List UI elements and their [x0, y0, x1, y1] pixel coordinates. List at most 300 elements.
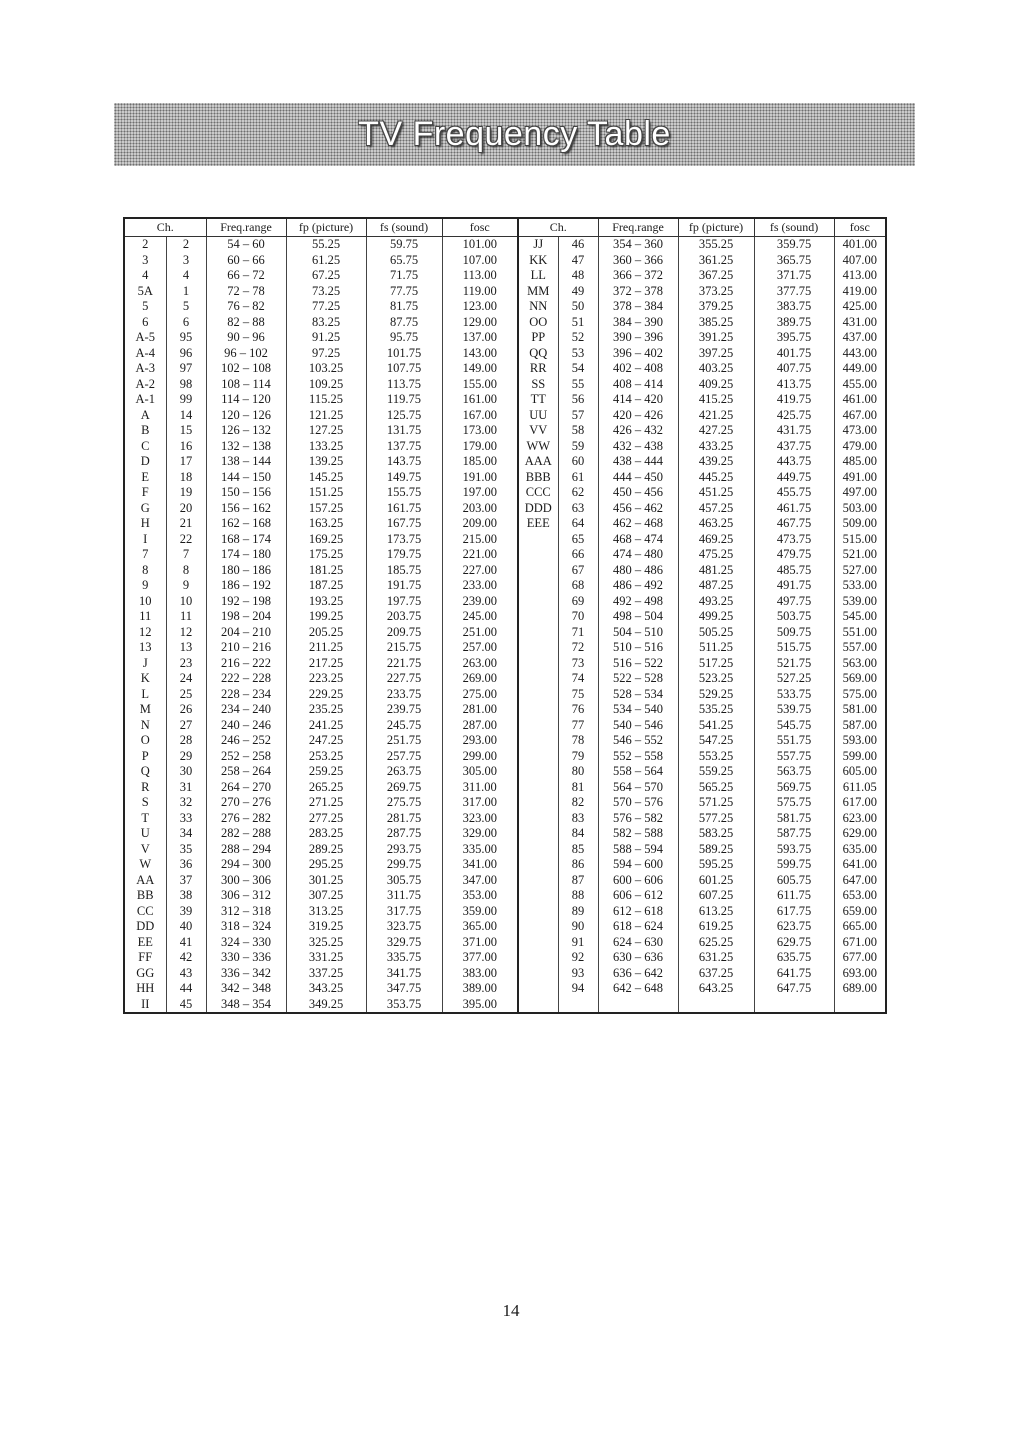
cell-fp-picture-left: 193.25 — [286, 594, 366, 610]
cell-fosc-left: 341.00 — [442, 857, 518, 873]
cell-ch-num-right: 82 — [558, 795, 598, 811]
cell-fp-picture-left: 271.25 — [286, 795, 366, 811]
cell-fs-sound-right: 569.75 — [754, 780, 834, 796]
cell-fp-picture-right: 379.25 — [678, 299, 754, 315]
cell-fosc-left: 215.00 — [442, 532, 518, 548]
cell-fosc-left: 239.00 — [442, 594, 518, 610]
header-fosc-right: fosc — [834, 218, 886, 237]
cell-fosc-right: 461.00 — [834, 392, 886, 408]
cell-fs-sound-right: 647.75 — [754, 981, 834, 997]
cell-fp-picture-right: 385.25 — [678, 315, 754, 331]
cell-fs-sound-right: 629.75 — [754, 935, 834, 951]
cell-fosc-right: 479.00 — [834, 439, 886, 455]
cell-ch-left: F — [124, 485, 166, 501]
cell-fp-picture-left: 83.25 — [286, 315, 366, 331]
cell-fp-picture-right: 355.25 — [678, 237, 754, 253]
cell-ch-left: 13 — [124, 640, 166, 656]
cell-fs-sound-left: 275.75 — [366, 795, 442, 811]
cell-freq-range-right: 576 – 582 — [598, 811, 678, 827]
cell-fp-picture-left: 163.25 — [286, 516, 366, 532]
cell-freq-range-right: 396 – 402 — [598, 346, 678, 362]
cell-freq-range-right: 504 – 510 — [598, 625, 678, 641]
cell-fs-sound-left: 263.75 — [366, 764, 442, 780]
cell-fs-sound-left: 71.75 — [366, 268, 442, 284]
cell-fs-sound-right: 641.75 — [754, 966, 834, 982]
cell-fp-picture-right: 523.25 — [678, 671, 754, 687]
cell-ch-num-right: 81 — [558, 780, 598, 796]
cell-fosc-right: 689.00 — [834, 981, 886, 997]
cell-ch-left: B — [124, 423, 166, 439]
cell-ch-right — [518, 904, 558, 920]
cell-freq-range-left: 76 – 82 — [206, 299, 286, 315]
cell-fosc-right: 515.00 — [834, 532, 886, 548]
cell-ch-num-right: 48 — [558, 268, 598, 284]
cell-ch-num-right: 89 — [558, 904, 598, 920]
cell-fosc-right: 671.00 — [834, 935, 886, 951]
cell-fp-picture-right: 541.25 — [678, 718, 754, 734]
cell-fp-picture-left: 77.25 — [286, 299, 366, 315]
cell-fosc-right: 693.00 — [834, 966, 886, 982]
cell-fosc-left: 353.00 — [442, 888, 518, 904]
cell-freq-range-left: 138 – 144 — [206, 454, 286, 470]
cell-fosc-left: 221.00 — [442, 547, 518, 563]
cell-fp-picture-right: 433.25 — [678, 439, 754, 455]
cell-fp-picture-left: 331.25 — [286, 950, 366, 966]
cell-fp-picture-right: 511.25 — [678, 640, 754, 656]
cell-fosc-right: 635.00 — [834, 842, 886, 858]
cell-fosc-left: 317.00 — [442, 795, 518, 811]
cell-freq-range-left: 102 – 108 — [206, 361, 286, 377]
header-ch-right: Ch. — [518, 218, 598, 237]
filler-cell — [754, 1012, 834, 1013]
cell-fp-picture-left: 61.25 — [286, 253, 366, 269]
table-row — [124, 408, 886, 424]
cell-fosc-left: 323.00 — [442, 811, 518, 827]
cell-freq-range-left: 240 – 246 — [206, 718, 286, 734]
cell-freq-range-left: 222 – 228 — [206, 671, 286, 687]
table-row — [124, 268, 886, 284]
cell-fs-sound-left: 137.75 — [366, 439, 442, 455]
filler-cell — [286, 1012, 366, 1013]
cell-ch-right — [518, 780, 558, 796]
cell-fs-sound-right: 581.75 — [754, 811, 834, 827]
cell-fp-picture-left: 253.25 — [286, 749, 366, 765]
cell-fs-sound-left: 323.75 — [366, 919, 442, 935]
cell-ch-num-right: 74 — [558, 671, 598, 687]
cell-fp-picture-left: 97.25 — [286, 346, 366, 362]
cell-fp-picture-right: 517.25 — [678, 656, 754, 672]
table-row — [124, 702, 886, 718]
cell-ch-num-right — [558, 997, 598, 1013]
cell-fs-sound-right: 377.75 — [754, 284, 834, 300]
cell-fp-picture-right: 643.25 — [678, 981, 754, 997]
cell-ch-left: BB — [124, 888, 166, 904]
cell-freq-range-left: 276 – 282 — [206, 811, 286, 827]
cell-ch-num-right: 57 — [558, 408, 598, 424]
cell-freq-range-left: 96 – 102 — [206, 346, 286, 362]
cell-ch-num-left: 5 — [166, 299, 206, 315]
cell-ch-right: OO — [518, 315, 558, 331]
cell-ch-right — [518, 702, 558, 718]
cell-freq-range-left: 180 – 186 — [206, 563, 286, 579]
cell-ch-num-left: 16 — [166, 439, 206, 455]
cell-freq-range-left: 90 – 96 — [206, 330, 286, 346]
table-row — [124, 826, 886, 842]
cell-fosc-left: 227.00 — [442, 563, 518, 579]
cell-freq-range-right: 420 – 426 — [598, 408, 678, 424]
cell-ch-right — [518, 966, 558, 982]
cell-ch-left: G — [124, 501, 166, 517]
cell-fs-sound-left: 81.75 — [366, 299, 442, 315]
table-row — [124, 563, 886, 579]
cell-ch-num-right: 84 — [558, 826, 598, 842]
cell-freq-range-left: 306 – 312 — [206, 888, 286, 904]
cell-fs-sound-left: 155.75 — [366, 485, 442, 501]
cell-fosc-right: 485.00 — [834, 454, 886, 470]
cell-fs-sound-right: 635.75 — [754, 950, 834, 966]
cell-fosc-right: 593.00 — [834, 733, 886, 749]
cell-fs-sound-right: 557.75 — [754, 749, 834, 765]
page-title: TV Frequency Table — [358, 115, 671, 153]
cell-fs-sound-left: 161.75 — [366, 501, 442, 517]
cell-fosc-left: 389.00 — [442, 981, 518, 997]
cell-fosc-left: 359.00 — [442, 904, 518, 920]
cell-fs-sound-right: 491.75 — [754, 578, 834, 594]
cell-ch-num-left: 13 — [166, 640, 206, 656]
cell-ch-left: J — [124, 656, 166, 672]
cell-fs-sound-right: 623.75 — [754, 919, 834, 935]
cell-freq-range-right: 606 – 612 — [598, 888, 678, 904]
cell-freq-range-left: 168 – 174 — [206, 532, 286, 548]
cell-freq-range-right: 594 – 600 — [598, 857, 678, 873]
table-row — [124, 377, 886, 393]
cell-ch-num-left: 25 — [166, 687, 206, 703]
cell-fp-picture-left: 241.25 — [286, 718, 366, 734]
cell-ch-right — [518, 609, 558, 625]
cell-ch-num-left: 42 — [166, 950, 206, 966]
cell-ch-num-right: 92 — [558, 950, 598, 966]
cell-ch-left: A-5 — [124, 330, 166, 346]
cell-ch-right — [518, 950, 558, 966]
cell-freq-range-left: 82 – 88 — [206, 315, 286, 331]
cell-fosc-left: 137.00 — [442, 330, 518, 346]
header-fs-sound-left: fs (sound) — [366, 218, 442, 237]
cell-ch-right: SS — [518, 377, 558, 393]
cell-ch-num-right: 94 — [558, 981, 598, 997]
cell-ch-num-left: 2 — [166, 237, 206, 253]
cell-fosc-left: 123.00 — [442, 299, 518, 315]
cell-fp-picture-left: 337.25 — [286, 966, 366, 982]
cell-fosc-right: 509.00 — [834, 516, 886, 532]
cell-fs-sound-right: 503.75 — [754, 609, 834, 625]
cell-fs-sound-right: 617.75 — [754, 904, 834, 920]
cell-fs-sound-left: 347.75 — [366, 981, 442, 997]
cell-fp-picture-left: 151.25 — [286, 485, 366, 501]
cell-fp-picture-right: 589.25 — [678, 842, 754, 858]
cell-freq-range-left: 150 – 156 — [206, 485, 286, 501]
cell-fosc-right: 533.00 — [834, 578, 886, 594]
cell-freq-range-right: 480 – 486 — [598, 563, 678, 579]
cell-ch-right — [518, 873, 558, 889]
cell-freq-range-right: 534 – 540 — [598, 702, 678, 718]
cell-ch-num-right: 61 — [558, 470, 598, 486]
cell-fosc-right: 527.00 — [834, 563, 886, 579]
cell-fp-picture-left: 301.25 — [286, 873, 366, 889]
cell-ch-num-left: 24 — [166, 671, 206, 687]
cell-fosc-left: 101.00 — [442, 237, 518, 253]
cell-ch-left: CC — [124, 904, 166, 920]
cell-fp-picture-left: 349.25 — [286, 997, 366, 1013]
cell-ch-num-right: 77 — [558, 718, 598, 734]
cell-fp-picture-left: 127.25 — [286, 423, 366, 439]
cell-fp-picture-left: 67.25 — [286, 268, 366, 284]
cell-fp-picture-right: 373.25 — [678, 284, 754, 300]
cell-fosc-left: 347.00 — [442, 873, 518, 889]
cell-freq-range-right: 468 – 474 — [598, 532, 678, 548]
cell-fp-picture-right: 601.25 — [678, 873, 754, 889]
cell-ch-num-right: 86 — [558, 857, 598, 873]
cell-fs-sound-right: 515.75 — [754, 640, 834, 656]
cell-ch-left: M — [124, 702, 166, 718]
cell-ch-num-right: 46 — [558, 237, 598, 253]
header-fs-sound-right: fs (sound) — [754, 218, 834, 237]
cell-fs-sound-left: 125.75 — [366, 408, 442, 424]
table-row — [124, 795, 886, 811]
cell-fosc-left: 365.00 — [442, 919, 518, 935]
cell-freq-range-right: 474 – 480 — [598, 547, 678, 563]
cell-ch-num-right: 65 — [558, 532, 598, 548]
cell-fs-sound-right: 425.75 — [754, 408, 834, 424]
cell-ch-left: FF — [124, 950, 166, 966]
cell-fosc-left: 395.00 — [442, 997, 518, 1013]
table-row — [124, 315, 886, 331]
cell-ch-num-left: 10 — [166, 594, 206, 610]
cell-ch-right — [518, 532, 558, 548]
cell-ch-num-left: 45 — [166, 997, 206, 1013]
cell-fosc-left: 245.00 — [442, 609, 518, 625]
cell-fp-picture-right: 481.25 — [678, 563, 754, 579]
cell-freq-range-left: 210 – 216 — [206, 640, 286, 656]
cell-ch-right: LL — [518, 268, 558, 284]
cell-ch-right: TT — [518, 392, 558, 408]
cell-fosc-right: 599.00 — [834, 749, 886, 765]
cell-ch-right — [518, 578, 558, 594]
cell-freq-range-left: 336 – 342 — [206, 966, 286, 982]
cell-freq-range-left: 234 – 240 — [206, 702, 286, 718]
cell-ch-num-left: 26 — [166, 702, 206, 718]
cell-ch-left: 10 — [124, 594, 166, 610]
cell-freq-range-right: 360 – 366 — [598, 253, 678, 269]
cell-fp-picture-left: 103.25 — [286, 361, 366, 377]
cell-freq-range-right: 528 – 534 — [598, 687, 678, 703]
cell-freq-range-left: 132 – 138 — [206, 439, 286, 455]
cell-fs-sound-right: 563.75 — [754, 764, 834, 780]
table-row — [124, 656, 886, 672]
cell-ch-right: EEE — [518, 516, 558, 532]
cell-fosc-right: 437.00 — [834, 330, 886, 346]
cell-fs-sound-right: 395.75 — [754, 330, 834, 346]
cell-ch-num-right: 68 — [558, 578, 598, 594]
cell-ch-num-left: 32 — [166, 795, 206, 811]
cell-fs-sound-left: 87.75 — [366, 315, 442, 331]
cell-freq-range-right: 444 – 450 — [598, 470, 678, 486]
cell-fosc-right: 581.00 — [834, 702, 886, 718]
cell-ch-num-right: 50 — [558, 299, 598, 315]
cell-fs-sound-left: 113.75 — [366, 377, 442, 393]
cell-fs-sound-right — [754, 997, 834, 1013]
cell-ch-right — [518, 811, 558, 827]
table-row — [124, 392, 886, 408]
table-row — [124, 299, 886, 315]
cell-ch-num-right: 66 — [558, 547, 598, 563]
cell-fp-picture-right: 553.25 — [678, 749, 754, 765]
cell-ch-num-left: 39 — [166, 904, 206, 920]
cell-fosc-left: 299.00 — [442, 749, 518, 765]
table-row — [124, 439, 886, 455]
cell-ch-left: GG — [124, 966, 166, 982]
cell-fosc-left: 371.00 — [442, 935, 518, 951]
cell-freq-range-left: 216 – 222 — [206, 656, 286, 672]
cell-ch-right — [518, 826, 558, 842]
table-row — [124, 935, 886, 951]
cell-fp-picture-right: 397.25 — [678, 346, 754, 362]
cell-fp-picture-right: 505.25 — [678, 625, 754, 641]
cell-ch-num-left: 28 — [166, 733, 206, 749]
cell-ch-num-left: 20 — [166, 501, 206, 517]
cell-freq-range-right: 402 – 408 — [598, 361, 678, 377]
cell-fs-sound-left: 167.75 — [366, 516, 442, 532]
cell-freq-range-right: 636 – 642 — [598, 966, 678, 982]
cell-ch-left: K — [124, 671, 166, 687]
cell-ch-left: O — [124, 733, 166, 749]
filler-cell — [834, 1012, 886, 1013]
cell-fs-sound-right: 407.75 — [754, 361, 834, 377]
cell-ch-num-right: 73 — [558, 656, 598, 672]
cell-fs-sound-right: 437.75 — [754, 439, 834, 455]
cell-freq-range-left: 282 – 288 — [206, 826, 286, 842]
cell-fs-sound-right: 365.75 — [754, 253, 834, 269]
cell-ch-left: A-2 — [124, 377, 166, 393]
cell-fosc-left: 113.00 — [442, 268, 518, 284]
table-row — [124, 904, 886, 920]
cell-ch-left: 5A — [124, 284, 166, 300]
cell-freq-range-right: 552 – 558 — [598, 749, 678, 765]
cell-fp-picture-right: 391.25 — [678, 330, 754, 346]
cell-fosc-right: 431.00 — [834, 315, 886, 331]
filler-cell — [166, 1012, 206, 1013]
cell-ch-num-left: 43 — [166, 966, 206, 982]
cell-ch-left: H — [124, 516, 166, 532]
cell-ch-right — [518, 857, 558, 873]
cell-fs-sound-right: 605.75 — [754, 873, 834, 889]
cell-fs-sound-left: 143.75 — [366, 454, 442, 470]
table-row — [124, 950, 886, 966]
cell-ch-num-right: 55 — [558, 377, 598, 393]
cell-ch-num-left: 97 — [166, 361, 206, 377]
cell-fs-sound-left: 185.75 — [366, 563, 442, 579]
cell-ch-right: DDD — [518, 501, 558, 517]
cell-fosc-right: 659.00 — [834, 904, 886, 920]
cell-freq-range-left: 72 – 78 — [206, 284, 286, 300]
cell-fp-picture-right: 607.25 — [678, 888, 754, 904]
cell-fp-picture-right: 457.25 — [678, 501, 754, 517]
cell-freq-range-right: 570 – 576 — [598, 795, 678, 811]
cell-ch-right — [518, 981, 558, 997]
cell-ch-num-left: 99 — [166, 392, 206, 408]
cell-freq-range-left: 66 – 72 — [206, 268, 286, 284]
cell-fosc-left: 311.00 — [442, 780, 518, 796]
cell-fosc-right: 467.00 — [834, 408, 886, 424]
table-row — [124, 547, 886, 563]
cell-fosc-left: 209.00 — [442, 516, 518, 532]
cell-fs-sound-left: 107.75 — [366, 361, 442, 377]
cell-fp-picture-left: 295.25 — [286, 857, 366, 873]
cell-ch-num-right: 78 — [558, 733, 598, 749]
cell-freq-range-left: 300 – 306 — [206, 873, 286, 889]
cell-fs-sound-left: 65.75 — [366, 253, 442, 269]
cell-ch-right: KK — [518, 253, 558, 269]
cell-fp-picture-right — [678, 997, 754, 1013]
cell-freq-range-right: 462 – 468 — [598, 516, 678, 532]
cell-freq-range-right: 366 – 372 — [598, 268, 678, 284]
header-fp-picture-right: fp (picture) — [678, 218, 754, 237]
cell-fp-picture-right: 529.25 — [678, 687, 754, 703]
cell-freq-range-left: 192 – 198 — [206, 594, 286, 610]
cell-ch-num-right: 93 — [558, 966, 598, 982]
filler-cell — [678, 1012, 754, 1013]
cell-fosc-left: 173.00 — [442, 423, 518, 439]
table-row — [124, 594, 886, 610]
cell-fs-sound-left: 317.75 — [366, 904, 442, 920]
cell-fosc-right: 623.00 — [834, 811, 886, 827]
cell-ch-left: 8 — [124, 563, 166, 579]
cell-fosc-right: 611.05 — [834, 780, 886, 796]
cell-fp-picture-right: 583.25 — [678, 826, 754, 842]
cell-fp-picture-left: 211.25 — [286, 640, 366, 656]
cell-freq-range-left: 252 – 258 — [206, 749, 286, 765]
table-row — [124, 346, 886, 362]
cell-ch-left: R — [124, 780, 166, 796]
cell-fosc-right: 419.00 — [834, 284, 886, 300]
cell-fs-sound-right: 359.75 — [754, 237, 834, 253]
cell-freq-range-left: 186 – 192 — [206, 578, 286, 594]
cell-fs-sound-right: 527.25 — [754, 671, 834, 687]
cell-ch-num-right: 51 — [558, 315, 598, 331]
cell-fosc-left: 119.00 — [442, 284, 518, 300]
cell-fs-sound-right: 497.75 — [754, 594, 834, 610]
cell-fp-picture-right: 565.25 — [678, 780, 754, 796]
cell-fosc-left: 293.00 — [442, 733, 518, 749]
cell-fosc-left: 129.00 — [442, 315, 518, 331]
cell-fp-picture-right: 475.25 — [678, 547, 754, 563]
cell-fs-sound-left: 179.75 — [366, 547, 442, 563]
table-header-row — [124, 218, 886, 237]
cell-ch-num-right: 88 — [558, 888, 598, 904]
cell-ch-right: PP — [518, 330, 558, 346]
cell-fs-sound-left: 59.75 — [366, 237, 442, 253]
cell-fp-picture-right: 487.25 — [678, 578, 754, 594]
cell-freq-range-right: 432 – 438 — [598, 439, 678, 455]
cell-fs-sound-right: 449.75 — [754, 470, 834, 486]
cell-fosc-right: 629.00 — [834, 826, 886, 842]
cell-ch-right — [518, 997, 558, 1013]
table-row — [124, 237, 886, 253]
header-freq-range-right: Freq.range — [598, 218, 678, 237]
cell-fosc-left: 305.00 — [442, 764, 518, 780]
table-row — [124, 997, 886, 1013]
cell-fosc-left: 167.00 — [442, 408, 518, 424]
cell-fosc-right: 575.00 — [834, 687, 886, 703]
